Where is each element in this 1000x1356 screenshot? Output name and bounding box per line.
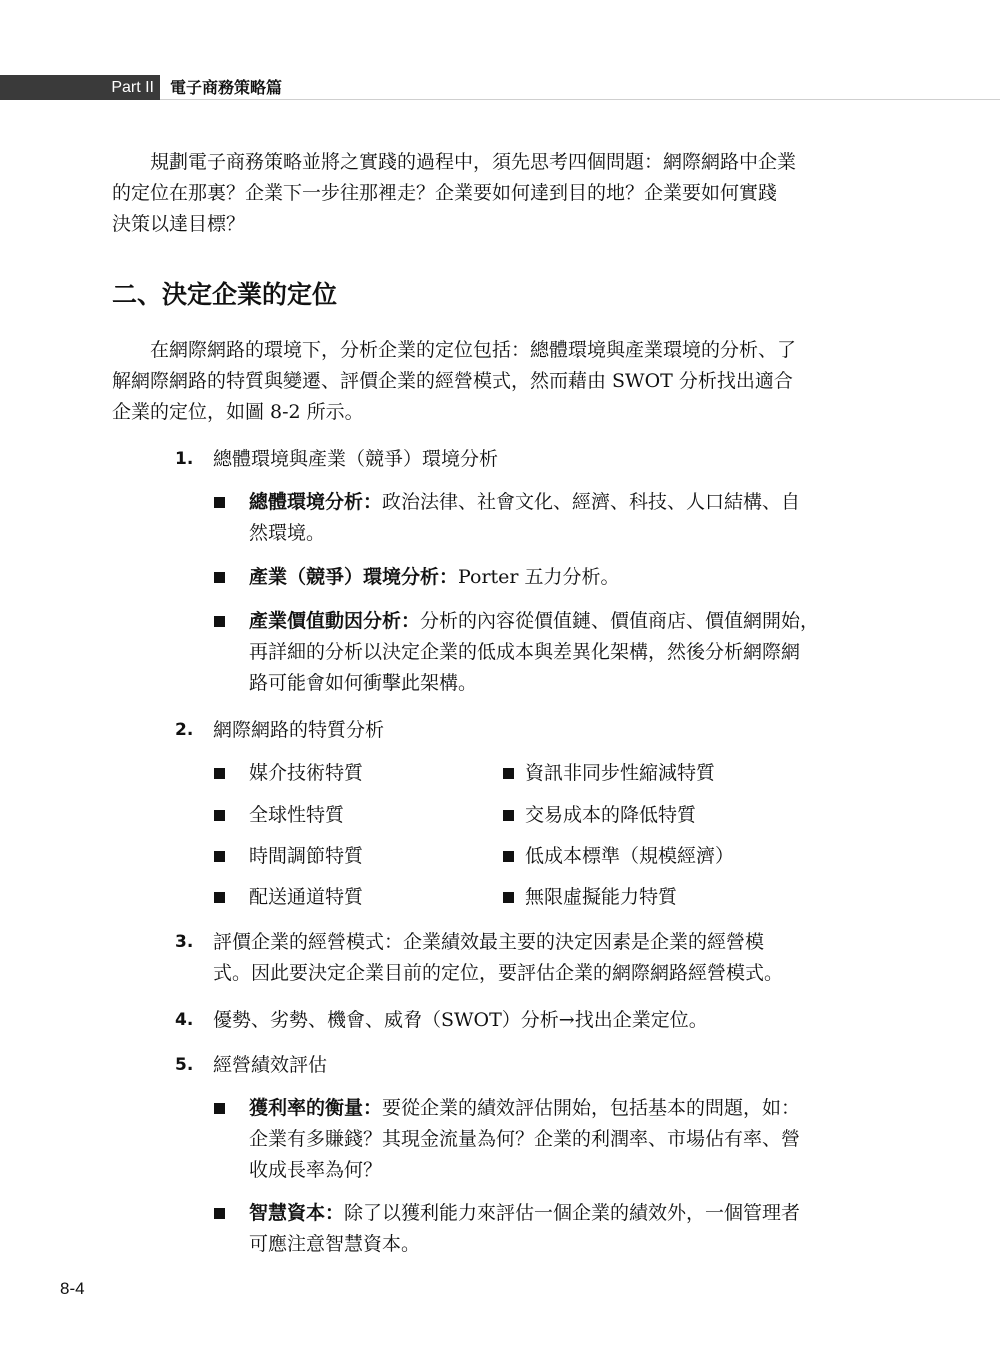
grid-text: 交易成本的降低特質	[525, 804, 697, 826]
square-bullet-icon	[214, 497, 225, 508]
bullet-text: 收成長率為何？	[249, 1159, 383, 1181]
square-bullet-icon	[214, 892, 225, 903]
square-bullet-icon	[214, 616, 225, 627]
item-text: 式。因此要決定企業目前的定位，要評估企業的網際網路經營模式。	[213, 962, 784, 984]
item-text: 經營績效評估	[213, 1054, 328, 1076]
square-bullet-icon	[214, 768, 225, 779]
item-text: 總體環境與產業（競爭）環境分析	[213, 448, 499, 470]
intro-line: 決策以達目標？	[112, 213, 246, 235]
square-bullet-icon	[214, 1208, 225, 1219]
section-line: 解網際網路的特質與變遷、評價企業的經營模式，然而藉由 SWOT 分析找出適合	[112, 370, 793, 392]
intro-paragraph	[112, 147, 868, 240]
section-line: 企業的定位，如圖 8-2 所示。	[112, 401, 364, 423]
item-number: 4.	[175, 1010, 194, 1030]
square-bullet-icon	[503, 768, 514, 779]
bullet-text: 路可能會如何衝擊此架構。	[249, 672, 478, 694]
grid-text: 全球性特質	[249, 804, 345, 826]
bullet-text: 企業有多賺錢？其現金流量為何？企業的利潤率、市場佔有率、營	[249, 1128, 801, 1150]
bullet-term: 獲利率的衡量：	[249, 1097, 383, 1119]
bullet-term: 產業（競爭）環境分析：	[249, 566, 459, 588]
intro-line: 規劃電子商務策略並將之實踐的過程中，須先思考四個問題：網際網路中企業	[150, 151, 797, 173]
bullet-term: 總體環境分析：	[249, 491, 383, 513]
grid-text: 配送通道特質	[249, 886, 364, 908]
item-text: 優勢、劣勢、機會、威脅（SWOT）分析→找出企業定位。	[213, 1009, 708, 1031]
item-text: 網際網路的特質分析	[213, 719, 385, 741]
bullet-text: 然環境。	[249, 522, 326, 544]
part-label: Part II	[0, 75, 160, 100]
square-bullet-icon	[503, 810, 514, 821]
item-number: 2.	[175, 720, 194, 740]
grid-text: 時間調節特質	[249, 845, 364, 867]
square-bullet-icon	[214, 851, 225, 862]
bullet-text: 再詳細的分析以決定企業的低成本與差異化架構，然後分析網際網	[249, 641, 801, 663]
item-text: 評價企業的經營模式：企業績效最主要的決定因素是企業的經營模	[213, 931, 765, 953]
square-bullet-icon	[503, 892, 514, 903]
header-divider	[160, 99, 1000, 100]
bullet-term: 產業價值動因分析：	[249, 610, 421, 632]
square-bullet-icon	[214, 1103, 225, 1114]
item-number: 5.	[175, 1055, 194, 1075]
bullet-text: 政治法律、社會文化、經濟、科技、人口結構、自	[382, 491, 801, 513]
page-number: 8-4	[60, 1279, 85, 1298]
item-number: 3.	[175, 932, 194, 952]
section-heading: 二、決定企業的定位	[112, 280, 338, 309]
bullet-text: 要從企業的績效評估開始，包括基本的問題，如：	[382, 1097, 801, 1119]
grid-text: 低成本標準（規模經濟）	[525, 845, 735, 867]
bullet-term: 智慧資本：	[249, 1202, 345, 1224]
grid-text: 媒介技術特質	[249, 762, 364, 784]
section-paragraph	[112, 335, 868, 428]
bullet-text: Porter 五力分析。	[458, 566, 620, 588]
square-bullet-icon	[214, 572, 225, 583]
bullet-text: 除了以獲利能力來評估一個企業的績效外，一個管理者	[344, 1202, 801, 1224]
chapter-title: 電子商務策略篇	[170, 78, 283, 97]
item-number: 1.	[175, 449, 194, 469]
bullet-text: 可應注意智慧資本。	[249, 1233, 421, 1255]
intro-line: 的定位在那裏？企業下一步往那裡走？企業要如何達到目的地？企業要如何實踐	[112, 182, 778, 204]
square-bullet-icon	[214, 810, 225, 821]
bullet-text: 分析的內容從價值鏈、價值商店、價值網開始，	[420, 610, 820, 632]
grid-text: 資訊非同步性縮減特質	[525, 762, 716, 784]
grid-text: 無限虛擬能力特質	[525, 886, 678, 908]
section-line: 在網際網路的環境下，分析企業的定位包括：總體環境與產業環境的分析、了	[150, 339, 797, 361]
square-bullet-icon	[503, 851, 514, 862]
